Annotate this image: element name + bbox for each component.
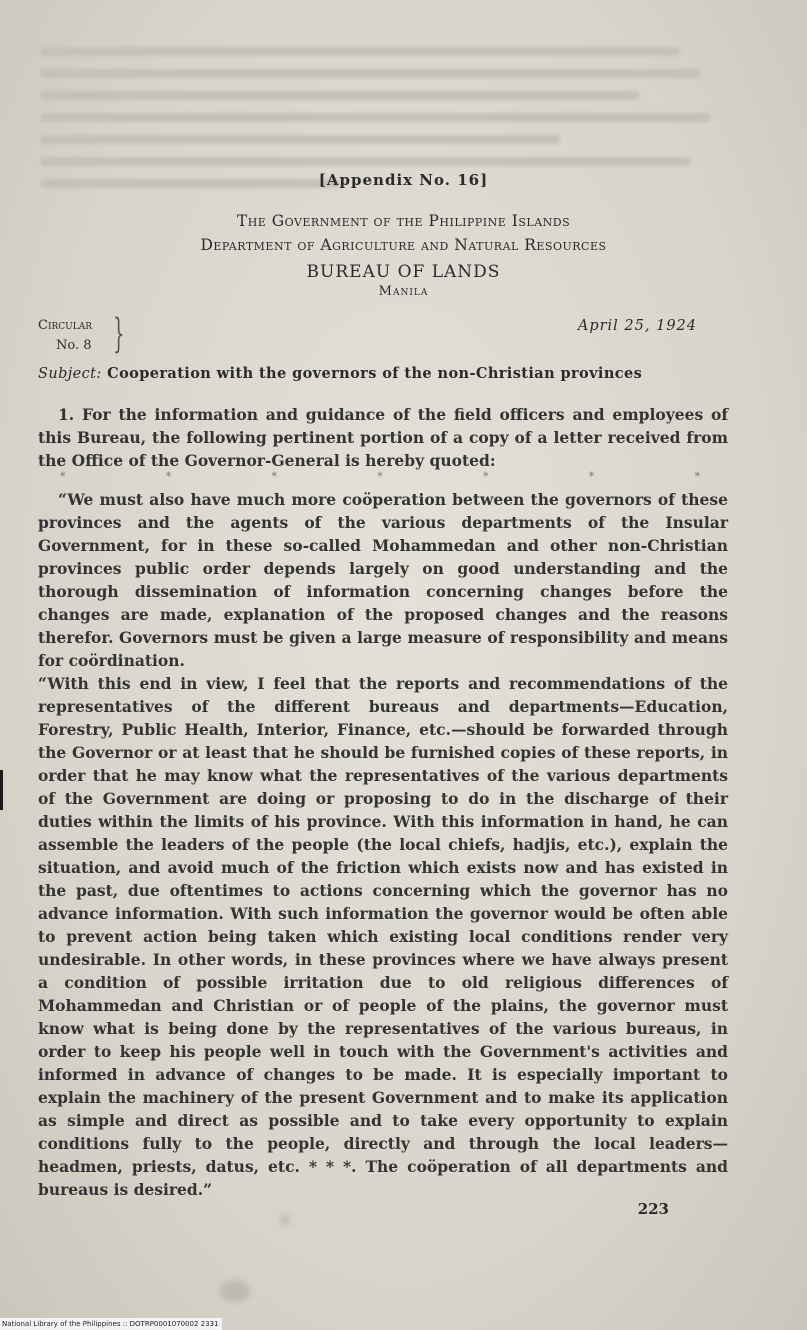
ellipsis-stars	[60, 470, 700, 483]
government-heading: The Government of the Philippine Islands	[236, 212, 571, 230]
star: *	[483, 470, 489, 483]
subject-label: Subject:	[38, 366, 102, 382]
subject-line	[38, 365, 642, 382]
city-heading: Manila	[378, 284, 429, 299]
intro-paragraph: 1. For the information and guidance of the field officers and employees of this Bureau, the following pertinent portion of a copy of a letter received from the Office of the Governor-General is hereby quoted:	[38, 405, 728, 470]
page-number: 223	[637, 1200, 669, 1218]
department-heading: Department of Agriculture and Natural Resources	[200, 236, 607, 254]
circular-label	[38, 316, 92, 356]
star: *	[694, 470, 700, 483]
quote-paragraph-1: “We must also have much more coöperation between the governors of these provinces and the agents of the various departments of the Insular Government, for in these so-called Mohammedan and other non-Christian provinces public order depends largely on good understanding and the thorough dissemination of information concerning changes before the changes are made, explanation of the proposed changes and the reasons therefor. Governors must be given a large measure of responsibility and means for coördination.	[38, 490, 728, 670]
star: *	[165, 470, 172, 483]
circular-number: No. 8	[56, 338, 92, 353]
scan-footer: National Library of the Philippines :: DOTRP0001070002 2331	[0, 1318, 222, 1330]
star: *	[60, 470, 66, 483]
scan-edge-mark	[0, 770, 3, 810]
bleed-through-text	[40, 40, 730, 220]
circular-date: April 25, 1924	[577, 318, 697, 334]
quote-paragraph-2: “With this end in view, I feel that the reports and recommendations of the representatives of the different bureaus and departments—Education, Forestry, Public Health, Interior, Finance, etc.—should be forwarded through the Governor or at least that he should be furnished copies of these reports, in order that he may know what the representatives of the various departments of the Government are doing or proposing to do in the discharge of their duties within the limits of his province. With this information in hand, he can assemble the leaders of the people (the local chiefs, hadjis, etc.), explain the situation, and avoid much of the friction which exists now and has existed in the past, due oftentimes to actions concerning which the governor has no advance information. With such information the governor would be often able to prevent action being taken which existing local conditions render very undesirable. In other words, in these provinces where we have always present a condition of possible irritation due to old religious differences of Mohammedan and Christian or of people of the plains, the governor must know what is being done by the representatives of the various bureaus, in order to keep his people well in touch with the Government's activities and informed in advance of changes to be made. It is especially important to explain the machinery of the present Government and to make its application as simple and direct as possible and to take every opportunity to explain conditions fully to the people, directly and through the local leaders—headmen, priests, datus, etc. * * *. The coöperation of all departments and bureaus is desired.”	[38, 674, 728, 1199]
subject-text: Cooperation with the governors of the non-Christian provinces	[107, 365, 643, 382]
star: *	[588, 470, 595, 483]
appendix-heading: [Appendix No. 16]	[318, 171, 489, 189]
bureau-heading: BUREAU OF LANDS	[306, 262, 501, 282]
brace-glyph: }	[113, 311, 125, 357]
star: *	[377, 470, 383, 483]
circular-word: Circular	[38, 318, 93, 333]
star: *	[271, 470, 277, 483]
